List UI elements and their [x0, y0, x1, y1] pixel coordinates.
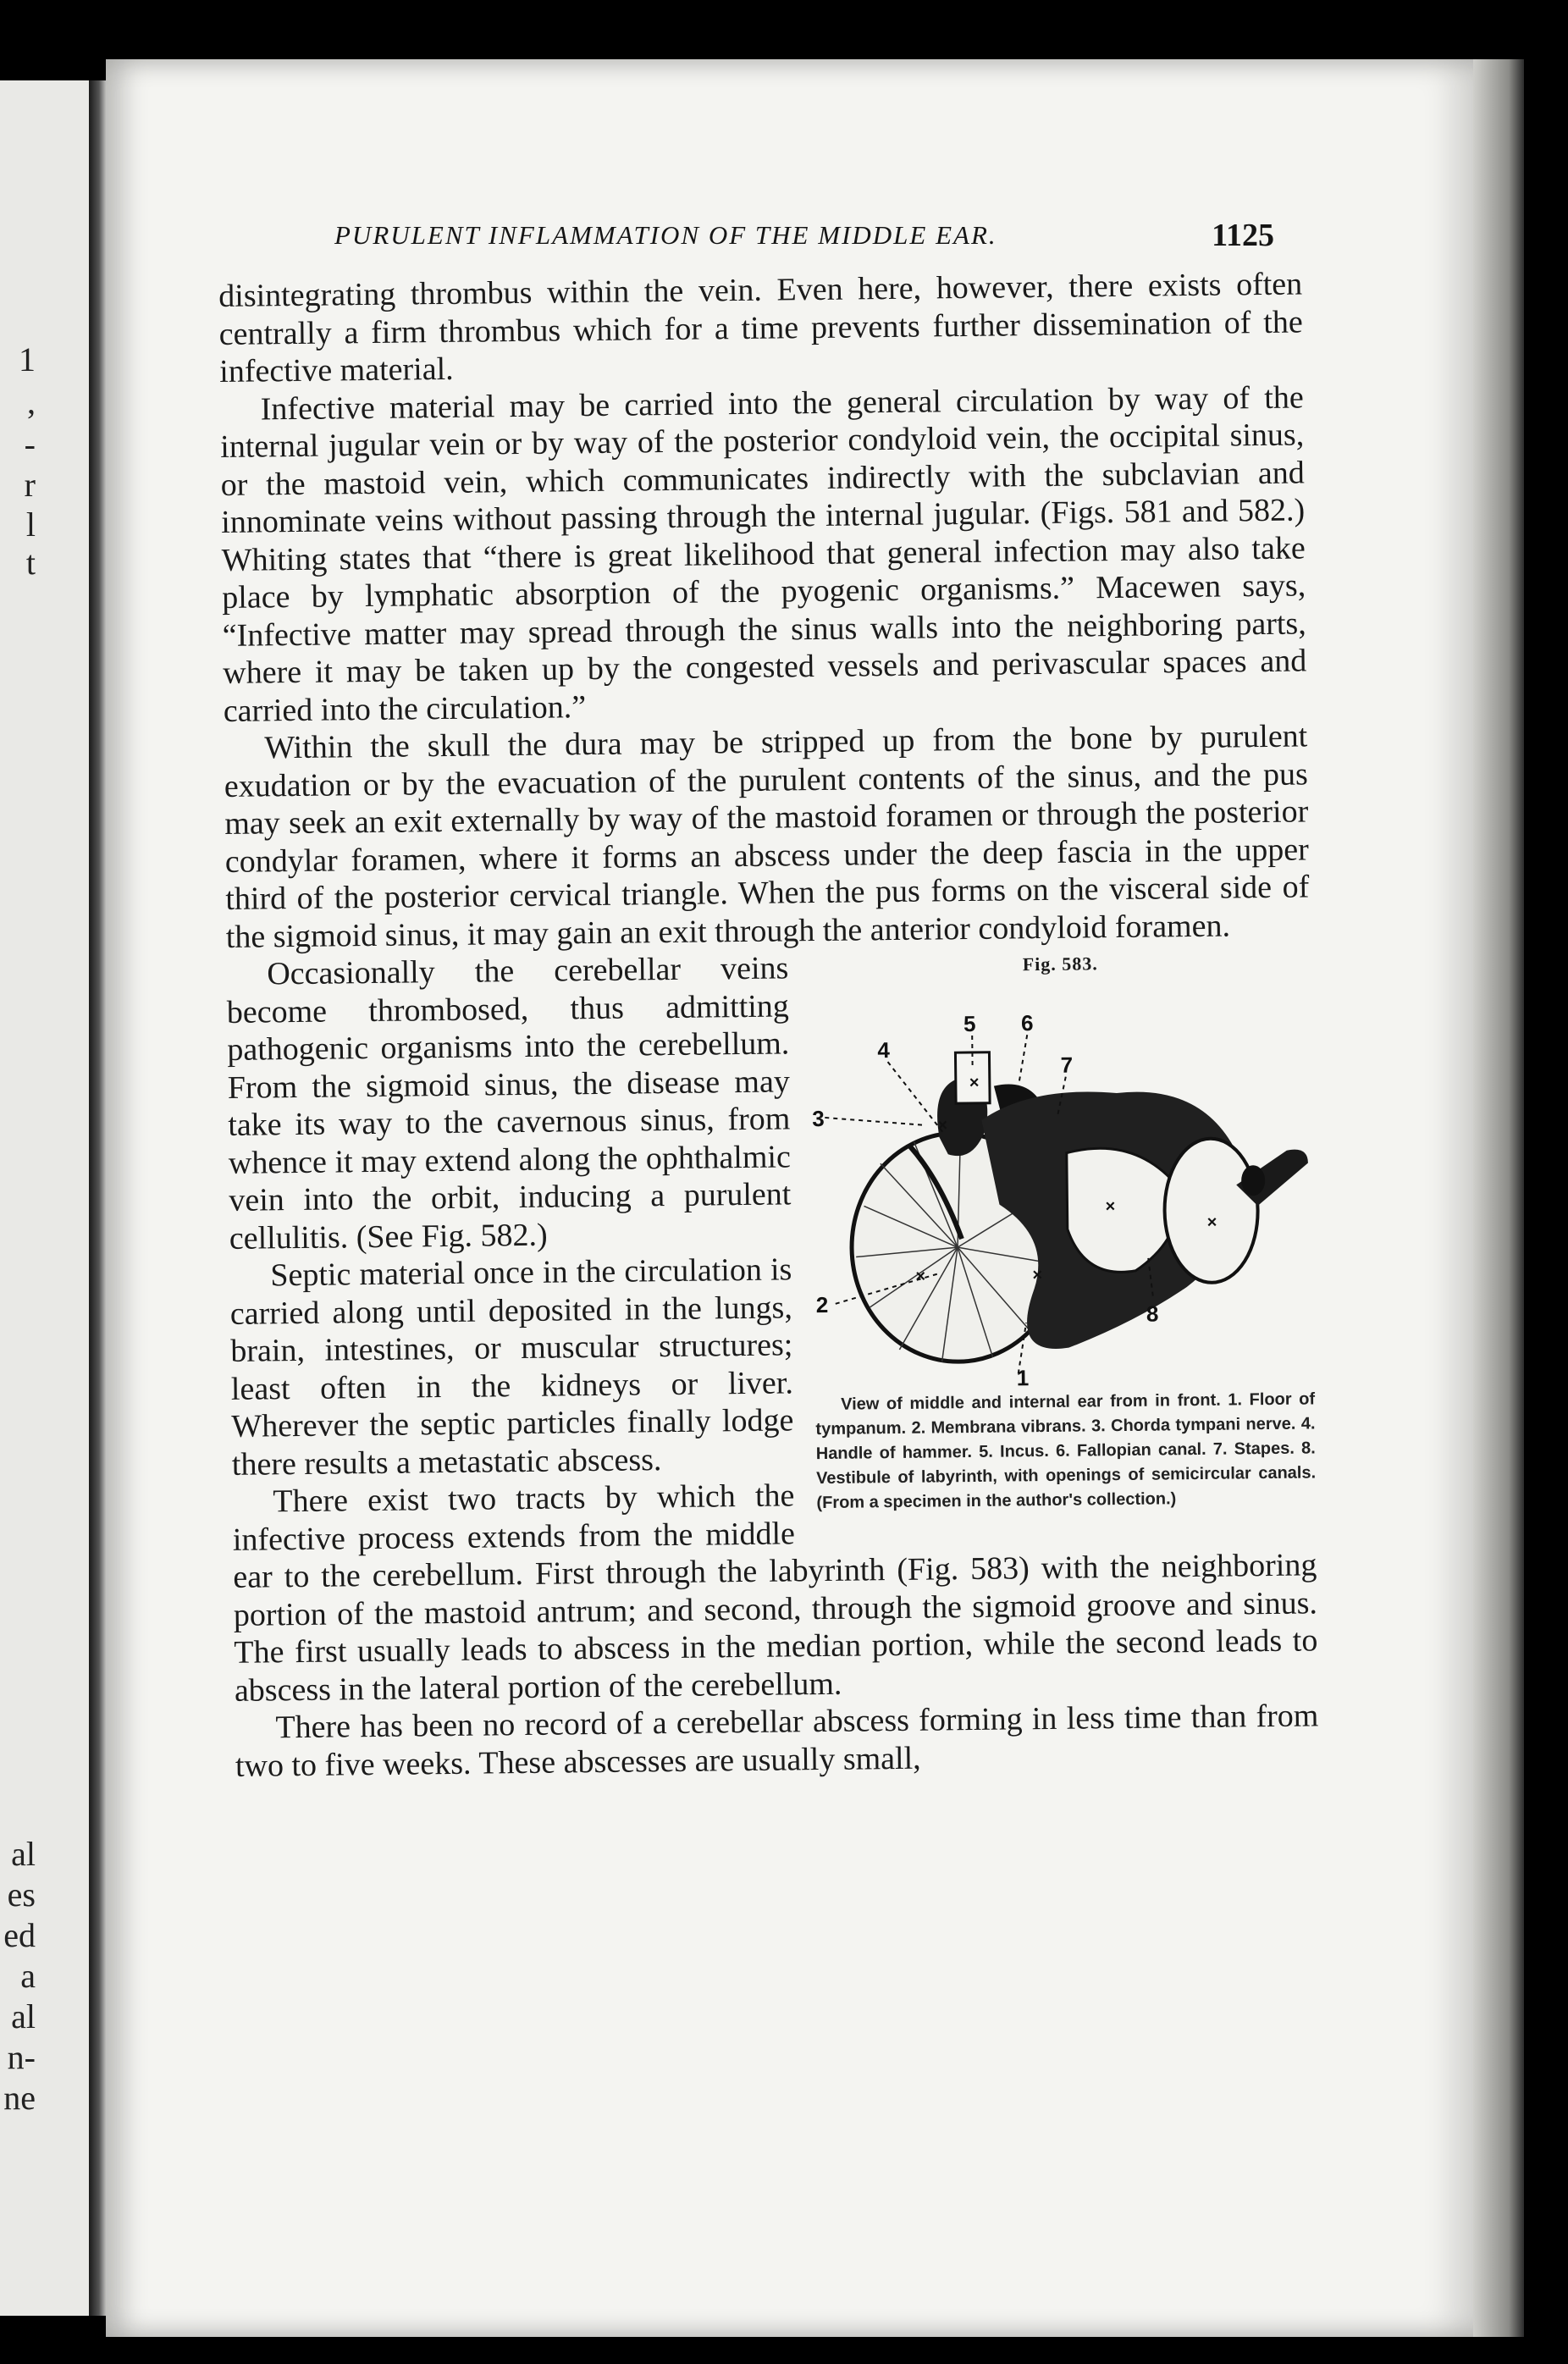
margin-fragment: al	[11, 2000, 36, 2034]
margin-fragment: l	[25, 508, 36, 542]
margin-fragment: ne	[3, 2081, 36, 2115]
label-7: 7	[1060, 1052, 1074, 1078]
svg-text:×: ×	[1206, 1212, 1217, 1232]
label-4: 4	[877, 1037, 891, 1063]
margin-fragment: ,	[27, 385, 36, 419]
margin-fragment: r	[24, 468, 36, 502]
paragraph: There has been no record of a cerebellar abscess forming in less time than from two to five weeks. These abscesses are usually small,	[235, 1698, 1319, 1784]
paragraph: Within the skull the dura may be stripped up from the bone by purulent exudation or by the evacuation of the purulent contents of the sinus, and the pus may seek an exit externally by way of the mastoid foramen or through the posterior condylar foramen, where it forms an abscess under the deep fascia in the upper third of the posterior cervical triangle. When the pus forms on the visceral side of the sigmoid sinus, it may gain an exit through the anterior condyloid foramen.	[224, 718, 1310, 955]
margin-fragment: t	[25, 546, 36, 580]
margin-fragment: a	[20, 1959, 36, 1993]
margin-fragment: 1	[19, 343, 36, 377]
page-header	[250, 217, 1300, 251]
margin-fragment: ed	[3, 1919, 36, 1953]
svg-text:×: ×	[937, 1116, 948, 1135]
ear-illustration	[811, 980, 1315, 1393]
running-title: PURULENT INFLAMMATION OF THE MIDDLE EAR.	[334, 220, 997, 250]
label-8: 8	[1146, 1301, 1159, 1327]
paragraph: Occasionally the cerebellar veins become thrombosed, thus admitting pathogenic organisms into the cerebellum. From the sigmoid sinus, the disease may take its way to the cavernous sinus, from whence it may extend along the ophthalmic vein into the orbit, inducing a purulent cellulitis. (See Fig. 582.)	[226, 950, 792, 1257]
svg-text:×: ×	[969, 1073, 980, 1092]
svg-text:×: ×	[1105, 1197, 1116, 1217]
margin-fragment: es	[7, 1878, 36, 1912]
paragraph: There exist two tracts by which the infective process extends from the middle ear to the cerebellum. First through the labyrinth (Fig. 583) with the neighboring portion of the mastoid antrum; and second, through the sigmoid groove and sinus. The first usually leads to abscess in the median portion, while the second leads to abscess in the lateral portion of the cerebellum.	[232, 1478, 1318, 1709]
adjacent-page-edge	[0, 80, 89, 2316]
page-number: 1125	[1212, 218, 1274, 253]
paragraph: Infective material may be carried into the general circulation by way of the internal jugular vein or by way of the posterior condyloid vein, the occipital sinus, or the mastoid vein, which communicates indirectly with the subclavian and innominate veins without passing through the internal jugular. (Figs. 581 and 582.) Whiting states that “there is great likelihood that general infection may also take place by lymphatic absorption of the pyogenic organisms.” Macewen says, “Infective matter may spread through the sinus walls into the neighboring parts, where it may be taken up by the congested vessels and perivascular spaces and carried into the circulation.”	[220, 378, 1307, 729]
figure-583	[810, 948, 1316, 1516]
label-1: 1	[1016, 1365, 1030, 1391]
label-2: 2	[815, 1291, 829, 1318]
paragraph: disintegrating thrombus within the vein. Even here, however, there exists often centrally a firm thrombus which for a time prevents further dissemination of the infective material.	[218, 266, 1303, 389]
margin-fragment: n-	[7, 2041, 36, 2074]
margin-fragment: al	[11, 1837, 36, 1871]
svg-text:×: ×	[915, 1267, 926, 1286]
label-6: 6	[1020, 1010, 1034, 1036]
figure-number: Fig. 583.	[1022, 953, 1098, 975]
margin-fragment: -	[24, 428, 36, 461]
svg-text:×: ×	[1032, 1266, 1043, 1285]
paragraph: Septic material once in the circulation is carried along until deposited in the lungs, brain, intestines, or muscular structures; least often in the kidneys or liver. Wherever the septic particles finally lodge there results a metastatic abscess.	[229, 1251, 794, 1483]
body-text	[218, 265, 1319, 1784]
label-5: 5	[963, 1010, 976, 1037]
page-edge-shadow	[1473, 59, 1524, 2337]
label-3: 3	[812, 1105, 825, 1132]
book-gutter	[89, 80, 106, 2316]
figure-caption: View of middle and internal ear from in front. 1. Floor of tympanum. 2. Membrana vibrans. 3. Chorda tympani nerve. 4. Handle of hammer. 5. Incus. 6. Fallopian canal. 7. Stapes. 8. Vestibule of labyrinth, with openings of semicircular canals. (From a specimen in the author's collection.)	[815, 1389, 1317, 1513]
